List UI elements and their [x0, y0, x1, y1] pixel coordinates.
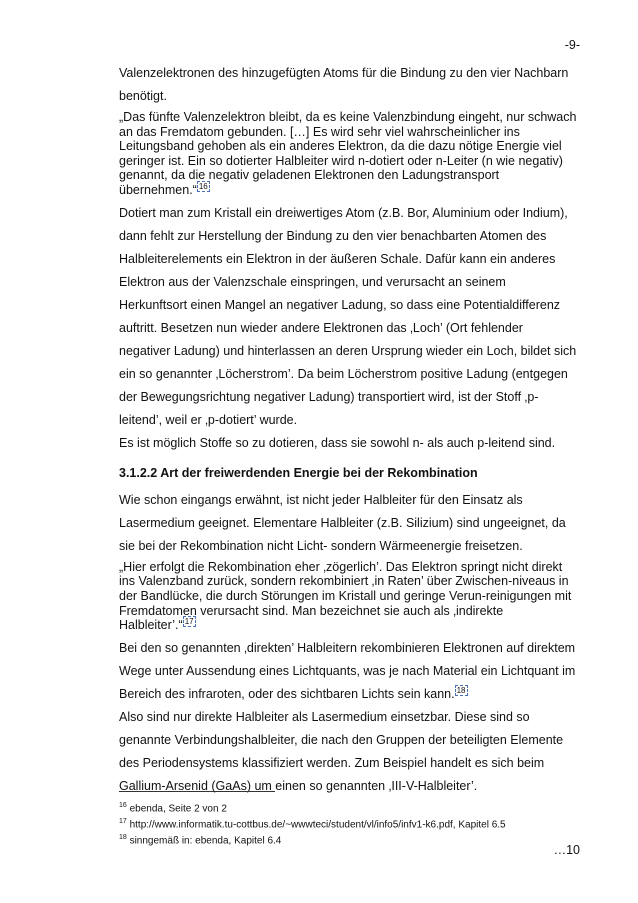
footnotes — [119, 800, 579, 847]
footnote-17 — [119, 816, 579, 832]
footnote-18 — [119, 832, 579, 848]
footnote-16-text: ebenda, Seite 2 von 2 — [129, 803, 227, 815]
footnote-ref-18[interactable]: 18 — [456, 685, 466, 695]
body-text — [119, 62, 577, 798]
paragraph-5-text: Bei den so genannten ‚direkten’ Halbleitern rekombinieren Elektronen auf direktem Wege unter Aussendung eines Lichtquants, was je nach Material ein Lichtquant im Bereich des infraroten, oder des sichtbaren Lichts sein kann. — [119, 640, 576, 701]
next-page-indicator: …10 — [553, 843, 580, 857]
paragraph-2: Dotiert man zum Kristall ein dreiwertiges Atom (z.B. Bor, Aluminium oder Indium), dann fehlt zur Herstellung der Bindung zu den vier benachbarten Atomen des Halbleiterelements ein Elektron in der äußeren Schale. Dafür kann ein anderes Elektron aus der Valenzschale einspringen, und verursacht an seinem Herkunftsort einen Mangel an negativer Ladung, so dass eine Potentialdifferenz auftritt. Besetzen nun wieder andere Elektronen das ‚Loch’ (Ort fehlender negativer Ladung) und hinterlassen an deren Ursprung wieder ein Loch, bildet sich ein so genannter ‚Löcherstrom’. Da beim Löcherstrom positive Ladung (entgegen der Bewegungsrichtung negativer Ladung) transportiert wird, ist der Stoff ‚p-leitend’, weil er ‚p-dotiert’ wurde. — [119, 205, 577, 427]
page-number: -9- — [564, 38, 580, 52]
paragraph-1: Valenzelektronen des hinzugefügten Atoms für die Bindung zu den vier Nachbarn benötigt. — [119, 66, 569, 103]
footnote-17-text[interactable]: http://www.informatik.tu-cottbus.de/~wwwteci/student/vl/info5/infv1-k6.pdf, Kapitel 6.5 — [129, 819, 506, 831]
footnote-18-num: 18 — [119, 833, 127, 841]
section-heading: 3.1.2.2 Art der freiwerdenden Energie bei der Rekombination — [119, 465, 478, 480]
footnote-ref-16[interactable]: 16 — [198, 181, 208, 191]
paragraph-4: Wie schon eingangs erwähnt, ist nicht jeder Halbleiter für den Einsatz als Lasermedium geeignet. Elementare Halbleiter (z.B. Silizium) sind ungeeignet, da sie bei der Rekombination nicht Licht- sondern Wärmeenergie freisetzen. — [119, 492, 566, 553]
footnote-18-text: sinngemäß in: ebenda, Kapitel 6.4 — [129, 834, 282, 846]
footnote-16-num: 16 — [119, 802, 127, 809]
quote-2-text: „Hier erfolgt die Rekombination eher ‚zögerlich’. Das Elektron springt nicht direkt ins Valenzband zurück, sondern rekombiniert ‚in Raten’ über Zwischen-niveaus in der Bandlücke, die durch Störungen im Kristall und geringe Verun-reinigungen mit Fremdatomen verursacht sind. Man bezeichnet sie auch als ‚indirekte Halbleiter’.“ — [119, 559, 572, 633]
footnote-16 — [119, 800, 579, 816]
footnote-ref-17[interactable]: 17 — [184, 617, 194, 627]
paragraph-6: Also sind nur direkte Halbleiter als Lasermedium einsetzbar. Diese sind so genannte Verbindungshalbleiter, die nach den Gruppen der beteiligten Elemente des Periodensystems klassifiziert werden. Zum Beispiel handelt es sich beim Gallium-Arsenid (GaAs) um einen so genannten ‚III-V-Halbleiter’. — [119, 709, 564, 793]
quote-2 — [119, 560, 577, 633]
quote-1 — [119, 110, 577, 198]
footnote-divider — [119, 791, 275, 792]
quote-1-text: „Das fünfte Valenzelektron bleibt, da es keine Valenzbindung eingeht, nur schwach an das Fremdatom gebunden. […] Es wird sehr viel wahrscheinlicher ins Leitungsband gehoben als ein anderes Elektron, da die dazu nötige Energie viel geringer ist. Ein so dotierter Halbleiter wird n-dotiert oder n-Leiter (n wie negativ) genannt, da die negativ geladenen Elektronen den Ladungstransport übernehmen.“ — [119, 110, 577, 198]
footnote-17-num: 17 — [119, 817, 127, 825]
paragraph-5 — [119, 637, 577, 706]
paragraph-3: Es ist möglich Stoffe so zu dotieren, dass sie sowohl n- als auch p-leitend sind. — [119, 435, 556, 450]
